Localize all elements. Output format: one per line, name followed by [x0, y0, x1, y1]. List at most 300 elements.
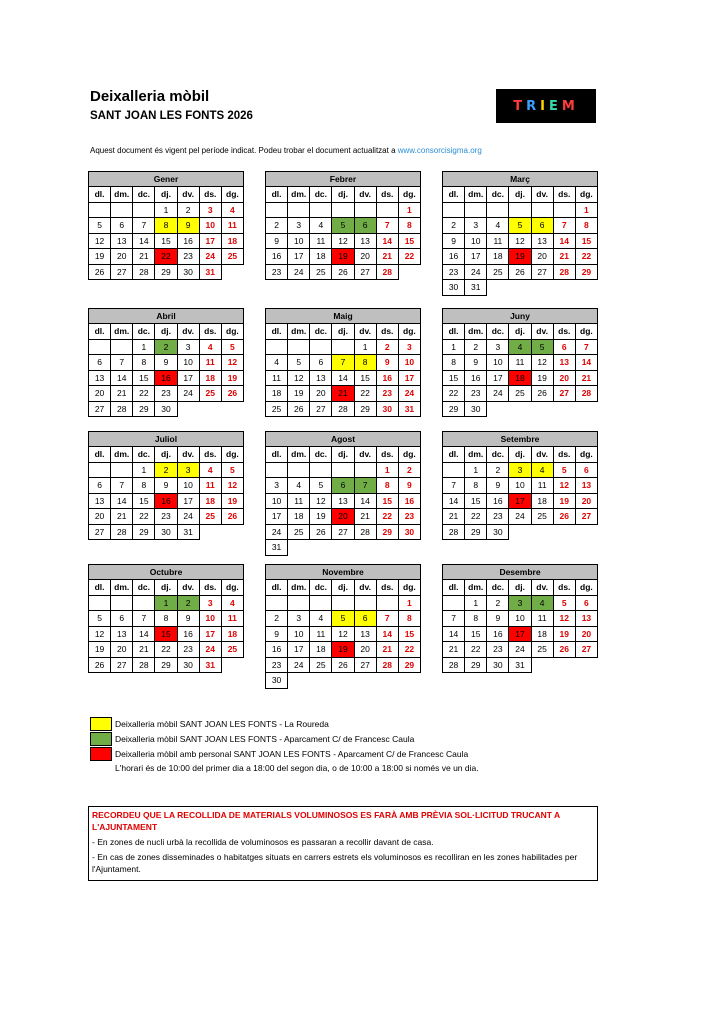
day-cell: 22: [133, 386, 155, 402]
day-cell: 12: [332, 233, 354, 249]
day-cell: 24: [199, 642, 221, 658]
website-link[interactable]: www.consorcisigma.org: [397, 146, 482, 155]
day-cell: 1: [398, 595, 420, 611]
day-cell: 2: [487, 462, 509, 478]
day-cell: 11: [199, 355, 221, 371]
day-cell: 24: [288, 264, 310, 280]
day-cell: 29: [133, 524, 155, 540]
weekday-header: dl.: [266, 580, 288, 596]
day-cell: 1: [465, 462, 487, 478]
day-cell: 13: [575, 478, 597, 494]
day-cell: 14: [332, 370, 354, 386]
weekday-header: dl.: [266, 187, 288, 203]
day-cell: 19: [89, 642, 111, 658]
day-cell: 15: [155, 626, 177, 642]
month-abril: [88, 308, 244, 417]
day-cell: 1: [133, 339, 155, 355]
day-cell: 13: [354, 626, 376, 642]
logo-letter: M: [561, 98, 579, 114]
day-cell: 14: [443, 493, 465, 509]
day-cell: 29: [575, 264, 597, 280]
empty-cell: [310, 595, 332, 611]
day-cell: 12: [89, 233, 111, 249]
day-cell: 12: [553, 478, 575, 494]
day-cell: 11: [266, 370, 288, 386]
day-cell: 31: [465, 280, 487, 296]
weekday-header: dg.: [221, 580, 243, 596]
weekday-header: dv.: [531, 187, 553, 203]
empty-cell: [310, 339, 332, 355]
day-cell: 31: [199, 264, 221, 280]
day-cell: 2: [443, 218, 465, 234]
day-cell: 6: [575, 462, 597, 478]
empty-cell: [288, 462, 310, 478]
day-cell: 19: [332, 642, 354, 658]
day-cell: 23: [487, 509, 509, 525]
empty-cell: [89, 339, 111, 355]
empty-cell: [509, 524, 531, 540]
logo-letter: R: [526, 98, 541, 114]
day-cell: 27: [553, 386, 575, 402]
day-cell: 8: [398, 611, 420, 627]
day-cell: 26: [288, 401, 310, 417]
day-cell: 1: [155, 595, 177, 611]
day-cell: 21: [376, 642, 398, 658]
day-cell: 6: [310, 355, 332, 371]
empty-cell: [221, 401, 243, 417]
empty-cell: [575, 657, 597, 673]
empty-cell: [509, 280, 531, 296]
day-cell: 18: [288, 509, 310, 525]
day-cell: 11: [531, 478, 553, 494]
day-cell: 8: [155, 611, 177, 627]
day-cell: 8: [465, 478, 487, 494]
weekday-header: dg.: [221, 187, 243, 203]
day-cell: 24: [199, 249, 221, 265]
weekday-header: dc.: [310, 187, 332, 203]
weekday-header: ds.: [553, 187, 575, 203]
month-desembre: [442, 564, 598, 673]
day-cell: 1: [575, 202, 597, 218]
empty-cell: [310, 540, 332, 556]
empty-cell: [354, 462, 376, 478]
empty-cell: [89, 595, 111, 611]
day-cell: 18: [199, 493, 221, 509]
weekday-header: dc.: [310, 447, 332, 463]
day-cell: 22: [465, 509, 487, 525]
day-cell: 24: [177, 509, 199, 525]
weekday-header: dv.: [354, 187, 376, 203]
empty-cell: [199, 524, 221, 540]
legend-green-label: Deixalleria mòbil SANT JOAN LES FONTS - Aparcament C/ de Francesc Caula: [115, 733, 415, 744]
day-cell: 6: [354, 611, 376, 627]
day-cell: 1: [465, 595, 487, 611]
day-cell: 19: [332, 249, 354, 265]
day-cell: 26: [310, 524, 332, 540]
day-cell: 18: [531, 493, 553, 509]
weekday-header: dv.: [177, 580, 199, 596]
day-cell: 19: [221, 493, 243, 509]
day-cell: 9: [177, 611, 199, 627]
weekday-header: dl.: [443, 580, 465, 596]
empty-cell: [487, 401, 509, 417]
day-cell: 27: [354, 264, 376, 280]
day-cell: 19: [310, 509, 332, 525]
month-name: Gener: [89, 172, 244, 187]
day-cell: 23: [266, 264, 288, 280]
empty-cell: [332, 202, 354, 218]
day-cell: 9: [155, 355, 177, 371]
day-cell: 5: [221, 339, 243, 355]
weekday-header: ds.: [376, 324, 398, 340]
day-cell: 1: [354, 339, 376, 355]
day-cell: 9: [465, 355, 487, 371]
day-cell: 24: [398, 386, 420, 402]
day-cell: 11: [487, 233, 509, 249]
day-cell: 26: [553, 509, 575, 525]
day-cell: 14: [376, 233, 398, 249]
day-cell: 20: [310, 386, 332, 402]
weekday-header: ds.: [199, 447, 221, 463]
empty-cell: [332, 673, 354, 689]
day-cell: 28: [332, 401, 354, 417]
day-cell: 26: [332, 657, 354, 673]
day-cell: 8: [376, 478, 398, 494]
empty-cell: [133, 595, 155, 611]
day-cell: 29: [465, 657, 487, 673]
weekday-header: dl.: [266, 324, 288, 340]
month-name: Juny: [443, 309, 598, 324]
weekday-header: dj.: [155, 187, 177, 203]
day-cell: 9: [487, 478, 509, 494]
day-cell: 7: [332, 355, 354, 371]
day-cell: 8: [133, 355, 155, 371]
empty-cell: [266, 595, 288, 611]
day-cell: 2: [376, 339, 398, 355]
day-cell: 6: [575, 595, 597, 611]
day-cell: 16: [443, 249, 465, 265]
day-cell: 8: [465, 611, 487, 627]
day-cell: 1: [155, 202, 177, 218]
weekday-header: dj.: [509, 580, 531, 596]
empty-cell: [487, 280, 509, 296]
day-cell: 28: [111, 401, 133, 417]
day-cell: 7: [133, 218, 155, 234]
empty-cell: [310, 673, 332, 689]
day-cell: 9: [155, 478, 177, 494]
day-cell: 15: [354, 370, 376, 386]
day-cell: 14: [133, 626, 155, 642]
day-cell: 6: [354, 218, 376, 234]
weekday-header: dl.: [89, 187, 111, 203]
day-cell: 15: [398, 626, 420, 642]
weekday-header: dv.: [531, 447, 553, 463]
day-cell: 16: [487, 626, 509, 642]
day-cell: 3: [487, 339, 509, 355]
day-cell: 16: [465, 370, 487, 386]
legend-yellow-swatch: [90, 717, 112, 731]
day-cell: 18: [310, 249, 332, 265]
weekday-header: dg.: [575, 447, 597, 463]
day-cell: 22: [398, 642, 420, 658]
weekday-header: dj.: [155, 324, 177, 340]
month-novembre: [265, 564, 421, 689]
day-cell: 12: [221, 478, 243, 494]
day-cell: 21: [354, 509, 376, 525]
day-cell: 24: [288, 657, 310, 673]
day-cell: 27: [111, 264, 133, 280]
day-cell: 10: [177, 355, 199, 371]
day-cell: 24: [487, 386, 509, 402]
day-cell: 30: [487, 657, 509, 673]
empty-cell: [310, 202, 332, 218]
day-cell: 20: [354, 249, 376, 265]
empty-cell: [531, 657, 553, 673]
day-cell: 22: [155, 642, 177, 658]
day-cell: 27: [575, 642, 597, 658]
weekday-header: dj.: [332, 580, 354, 596]
day-cell: 1: [398, 202, 420, 218]
day-cell: 30: [398, 524, 420, 540]
day-cell: 28: [575, 386, 597, 402]
weekday-header: dc.: [133, 187, 155, 203]
day-cell: 17: [465, 249, 487, 265]
day-cell: 16: [266, 249, 288, 265]
weekday-header: ds.: [376, 187, 398, 203]
weekday-header: dj.: [332, 187, 354, 203]
empty-cell: [575, 524, 597, 540]
day-cell: 21: [575, 370, 597, 386]
day-cell: 10: [177, 478, 199, 494]
day-cell: 19: [288, 386, 310, 402]
day-cell: 9: [266, 626, 288, 642]
empty-cell: [133, 202, 155, 218]
day-cell: 29: [443, 401, 465, 417]
day-cell: 5: [332, 611, 354, 627]
day-cell: 14: [354, 493, 376, 509]
day-cell: 12: [332, 626, 354, 642]
day-cell: 25: [266, 401, 288, 417]
day-cell: 15: [398, 233, 420, 249]
day-cell: 3: [177, 462, 199, 478]
day-cell: 8: [133, 478, 155, 494]
day-cell: 17: [288, 249, 310, 265]
empty-cell: [332, 540, 354, 556]
weekday-header: dc.: [310, 324, 332, 340]
day-cell: 3: [177, 339, 199, 355]
day-cell: 25: [288, 524, 310, 540]
month-name: Novembre: [266, 565, 421, 580]
day-cell: 9: [398, 478, 420, 494]
day-cell: 11: [221, 611, 243, 627]
day-cell: 31: [398, 401, 420, 417]
empty-cell: [398, 540, 420, 556]
weekday-header: dm.: [465, 447, 487, 463]
empty-cell: [332, 595, 354, 611]
day-cell: 29: [376, 524, 398, 540]
weekday-header: dv.: [531, 580, 553, 596]
day-cell: 25: [487, 264, 509, 280]
validity-note: [90, 146, 482, 155]
weekday-header: dl.: [89, 324, 111, 340]
day-cell: 16: [376, 370, 398, 386]
day-cell: 4: [531, 462, 553, 478]
day-cell: 13: [89, 370, 111, 386]
day-cell: 13: [89, 493, 111, 509]
day-cell: 27: [531, 264, 553, 280]
month-name: Abril: [89, 309, 244, 324]
month-febrer: [265, 171, 421, 280]
day-cell: 12: [531, 355, 553, 371]
day-cell: 3: [398, 339, 420, 355]
weekday-header: dj.: [332, 447, 354, 463]
day-cell: 30: [376, 401, 398, 417]
empty-cell: [111, 462, 133, 478]
day-cell: 25: [199, 509, 221, 525]
day-cell: 2: [177, 595, 199, 611]
weekday-header: dv.: [354, 447, 376, 463]
day-cell: 7: [443, 478, 465, 494]
empty-cell: [553, 524, 575, 540]
day-cell: 11: [310, 626, 332, 642]
weekday-header: ds.: [553, 324, 575, 340]
day-cell: 9: [376, 355, 398, 371]
weekday-header: dj.: [332, 324, 354, 340]
day-cell: 14: [133, 233, 155, 249]
day-cell: 23: [398, 509, 420, 525]
weekday-header: dv.: [531, 324, 553, 340]
month-octubre: [88, 564, 244, 673]
logo-letter: E: [548, 98, 562, 114]
day-cell: 26: [531, 386, 553, 402]
day-cell: 13: [111, 233, 133, 249]
day-cell: 30: [443, 280, 465, 296]
weekday-header: dg.: [398, 580, 420, 596]
day-cell: 12: [89, 626, 111, 642]
empty-cell: [199, 401, 221, 417]
day-cell: 10: [398, 355, 420, 371]
weekday-header: dv.: [354, 580, 376, 596]
day-cell: 17: [288, 642, 310, 658]
day-cell: 14: [575, 355, 597, 371]
day-cell: 3: [509, 462, 531, 478]
day-cell: 15: [155, 233, 177, 249]
day-cell: 11: [509, 355, 531, 371]
day-cell: 15: [465, 493, 487, 509]
legend-hours: L'horari és de 10:00 del primer dia a 18:00 del segon dia, o de 10:00 a 18:00 si només ve un dia.: [115, 763, 479, 773]
day-cell: 25: [509, 386, 531, 402]
legend-red-swatch: [90, 747, 112, 761]
day-cell: 31: [266, 540, 288, 556]
day-cell: 21: [133, 249, 155, 265]
day-cell: 21: [443, 642, 465, 658]
month-gener: [88, 171, 244, 280]
day-cell: 17: [177, 493, 199, 509]
day-cell: 14: [111, 370, 133, 386]
weekday-header: dm.: [111, 187, 133, 203]
empty-cell: [531, 401, 553, 417]
day-cell: 10: [199, 611, 221, 627]
empty-cell: [553, 202, 575, 218]
day-cell: 17: [199, 233, 221, 249]
day-cell: 18: [221, 626, 243, 642]
triem-logo: [496, 89, 596, 123]
day-cell: 7: [354, 478, 376, 494]
day-cell: 17: [199, 626, 221, 642]
weekday-header: dg.: [575, 324, 597, 340]
weekday-header: dj.: [155, 447, 177, 463]
empty-cell: [575, 280, 597, 296]
empty-cell: [288, 673, 310, 689]
empty-cell: [310, 462, 332, 478]
day-cell: 24: [509, 509, 531, 525]
month-name: Desembre: [443, 565, 598, 580]
day-cell: 6: [89, 355, 111, 371]
day-cell: 6: [111, 611, 133, 627]
weekday-header: dm.: [288, 187, 310, 203]
day-cell: 5: [553, 595, 575, 611]
weekday-header: dv.: [177, 447, 199, 463]
weekday-header: dg.: [398, 447, 420, 463]
day-cell: 15: [443, 370, 465, 386]
day-cell: 5: [531, 339, 553, 355]
weekday-header: dm.: [288, 447, 310, 463]
weekday-header: dj.: [509, 187, 531, 203]
day-cell: 8: [155, 218, 177, 234]
day-cell: 20: [354, 642, 376, 658]
weekday-header: dl.: [443, 324, 465, 340]
legend-red-label: Deixalleria mòbil amb personal SANT JOAN LES FONTS - Aparcament C/ de Francesc Caula: [115, 748, 469, 759]
empty-cell: [553, 657, 575, 673]
day-cell: 14: [111, 493, 133, 509]
day-cell: 7: [575, 339, 597, 355]
empty-cell: [398, 673, 420, 689]
empty-cell: [288, 339, 310, 355]
empty-cell: [354, 595, 376, 611]
day-cell: 8: [354, 355, 376, 371]
month-juliol: [88, 431, 244, 540]
day-cell: 4: [288, 478, 310, 494]
day-cell: 31: [199, 657, 221, 673]
day-cell: 18: [266, 386, 288, 402]
day-cell: 21: [111, 509, 133, 525]
empty-cell: [111, 202, 133, 218]
day-cell: 14: [376, 626, 398, 642]
day-cell: 15: [376, 493, 398, 509]
month-maig: [265, 308, 421, 417]
page-subtitle: SANT JOAN LES FONTS 2026: [90, 110, 253, 122]
day-cell: 9: [443, 233, 465, 249]
day-cell: 14: [553, 233, 575, 249]
day-cell: 3: [509, 595, 531, 611]
legend-green: [90, 731, 479, 746]
month-agost: [265, 431, 421, 556]
day-cell: 20: [89, 509, 111, 525]
day-cell: 23: [177, 642, 199, 658]
day-cell: 8: [575, 218, 597, 234]
day-cell: 26: [553, 642, 575, 658]
weekday-header: dj.: [509, 447, 531, 463]
day-cell: 17: [487, 370, 509, 386]
weekday-header: dc.: [487, 187, 509, 203]
day-cell: 22: [443, 386, 465, 402]
day-cell: 25: [310, 657, 332, 673]
month-name: Juliol: [89, 432, 244, 447]
day-cell: 29: [155, 264, 177, 280]
weekday-header: dg.: [398, 187, 420, 203]
day-cell: 28: [443, 524, 465, 540]
empty-cell: [465, 202, 487, 218]
